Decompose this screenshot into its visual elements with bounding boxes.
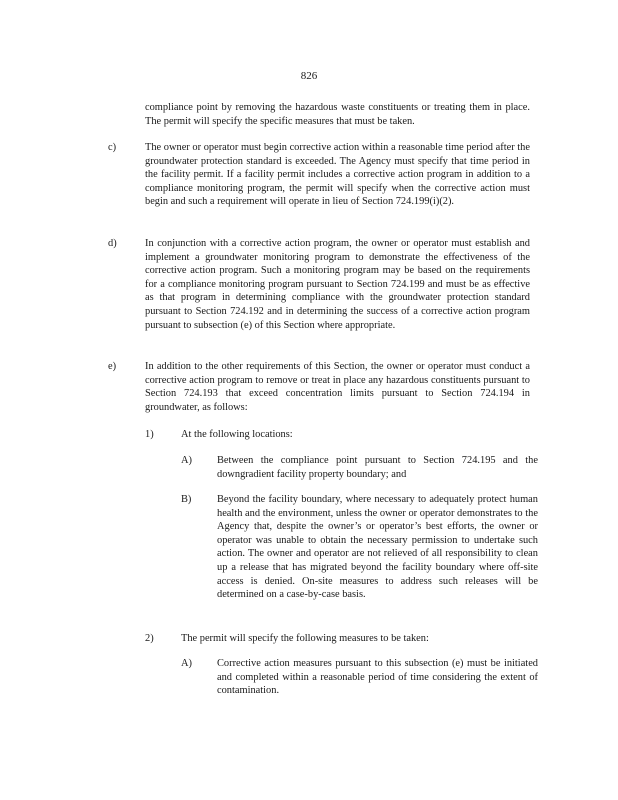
continuation-paragraph: compliance point by removing the hazardous waste constituents or treating them in place. The permit will specify the specific measures that must be taken.	[145, 102, 530, 127]
item-e2-text: The permit will specify the following measures to be taken:	[181, 633, 429, 644]
item-e2A-label: A)	[181, 658, 192, 669]
item-e1B-label: B)	[181, 494, 192, 505]
item-c-label: c)	[108, 142, 117, 153]
item-e-text: In addition to the other requirements of this Section, the owner or operator must conduct a corrective action program to remove or treat in place any hazardous constituents pursuant to Section 724.193 that exceed concentration limits pursuant to Section 724.194 in groundwater, as follows:	[145, 361, 530, 413]
item-e1-text: At the following locations:	[181, 429, 293, 440]
page-number: 826	[300, 70, 318, 82]
item-e1B-text: Beyond the facility boundary, where necessary to adequately protect human health and the environment, unless the owner or operator demonstrates to the Agency that, despite the owner’s or operator’s best efforts, the owner or operator was unable to obtain the necessary permission to undertake such action. The owner and operator are not relieved of all responsibility to clean up a release that has migrated beyond the facility boundary where off-site access is denied. On-site measures to address such releases will be determined on a case-by-case basis.	[217, 494, 538, 601]
item-e1-label: 1)	[145, 429, 154, 440]
item-e1A-text: Between the compliance point pursuant to Section 724.195 and the downgradient facility property boundary; and	[217, 455, 538, 480]
item-e-label: e)	[108, 361, 117, 372]
item-e2A-text: Corrective action measures pursuant to this subsection (e) must be initiated and completed within a reasonable period of time considering the extent of contamination.	[217, 658, 538, 697]
item-d-label: d)	[108, 238, 117, 249]
item-c-text: The owner or operator must begin corrective action within a reasonable time period after the groundwater protection standard is exceeded. The Agency must specify that time period in the facility permit. If a facility permit includes a corrective action program in addition to a compliance monitoring program, the permit will specify when the corrective action must begin and such a requirement will operate in lieu of Section 724.199(i)(2).	[145, 142, 530, 208]
item-e2-label: 2)	[145, 633, 154, 644]
item-d-text: In conjunction with a corrective action program, the owner or operator must establish and implement a groundwater monitoring program to demonstrate the effectiveness of the corrective action program. Such a monitoring program may be based on the requirements for a compliance monitoring program pursuant to Section 724.199 and must be as effective as that program in determining compliance with the groundwater protection standard pursuant to Section 724.192 and in determining the success of a corrective action program pursuant to subsection (e) of this Section where appropriate.	[145, 238, 530, 331]
item-e1A-label: A)	[181, 455, 192, 466]
